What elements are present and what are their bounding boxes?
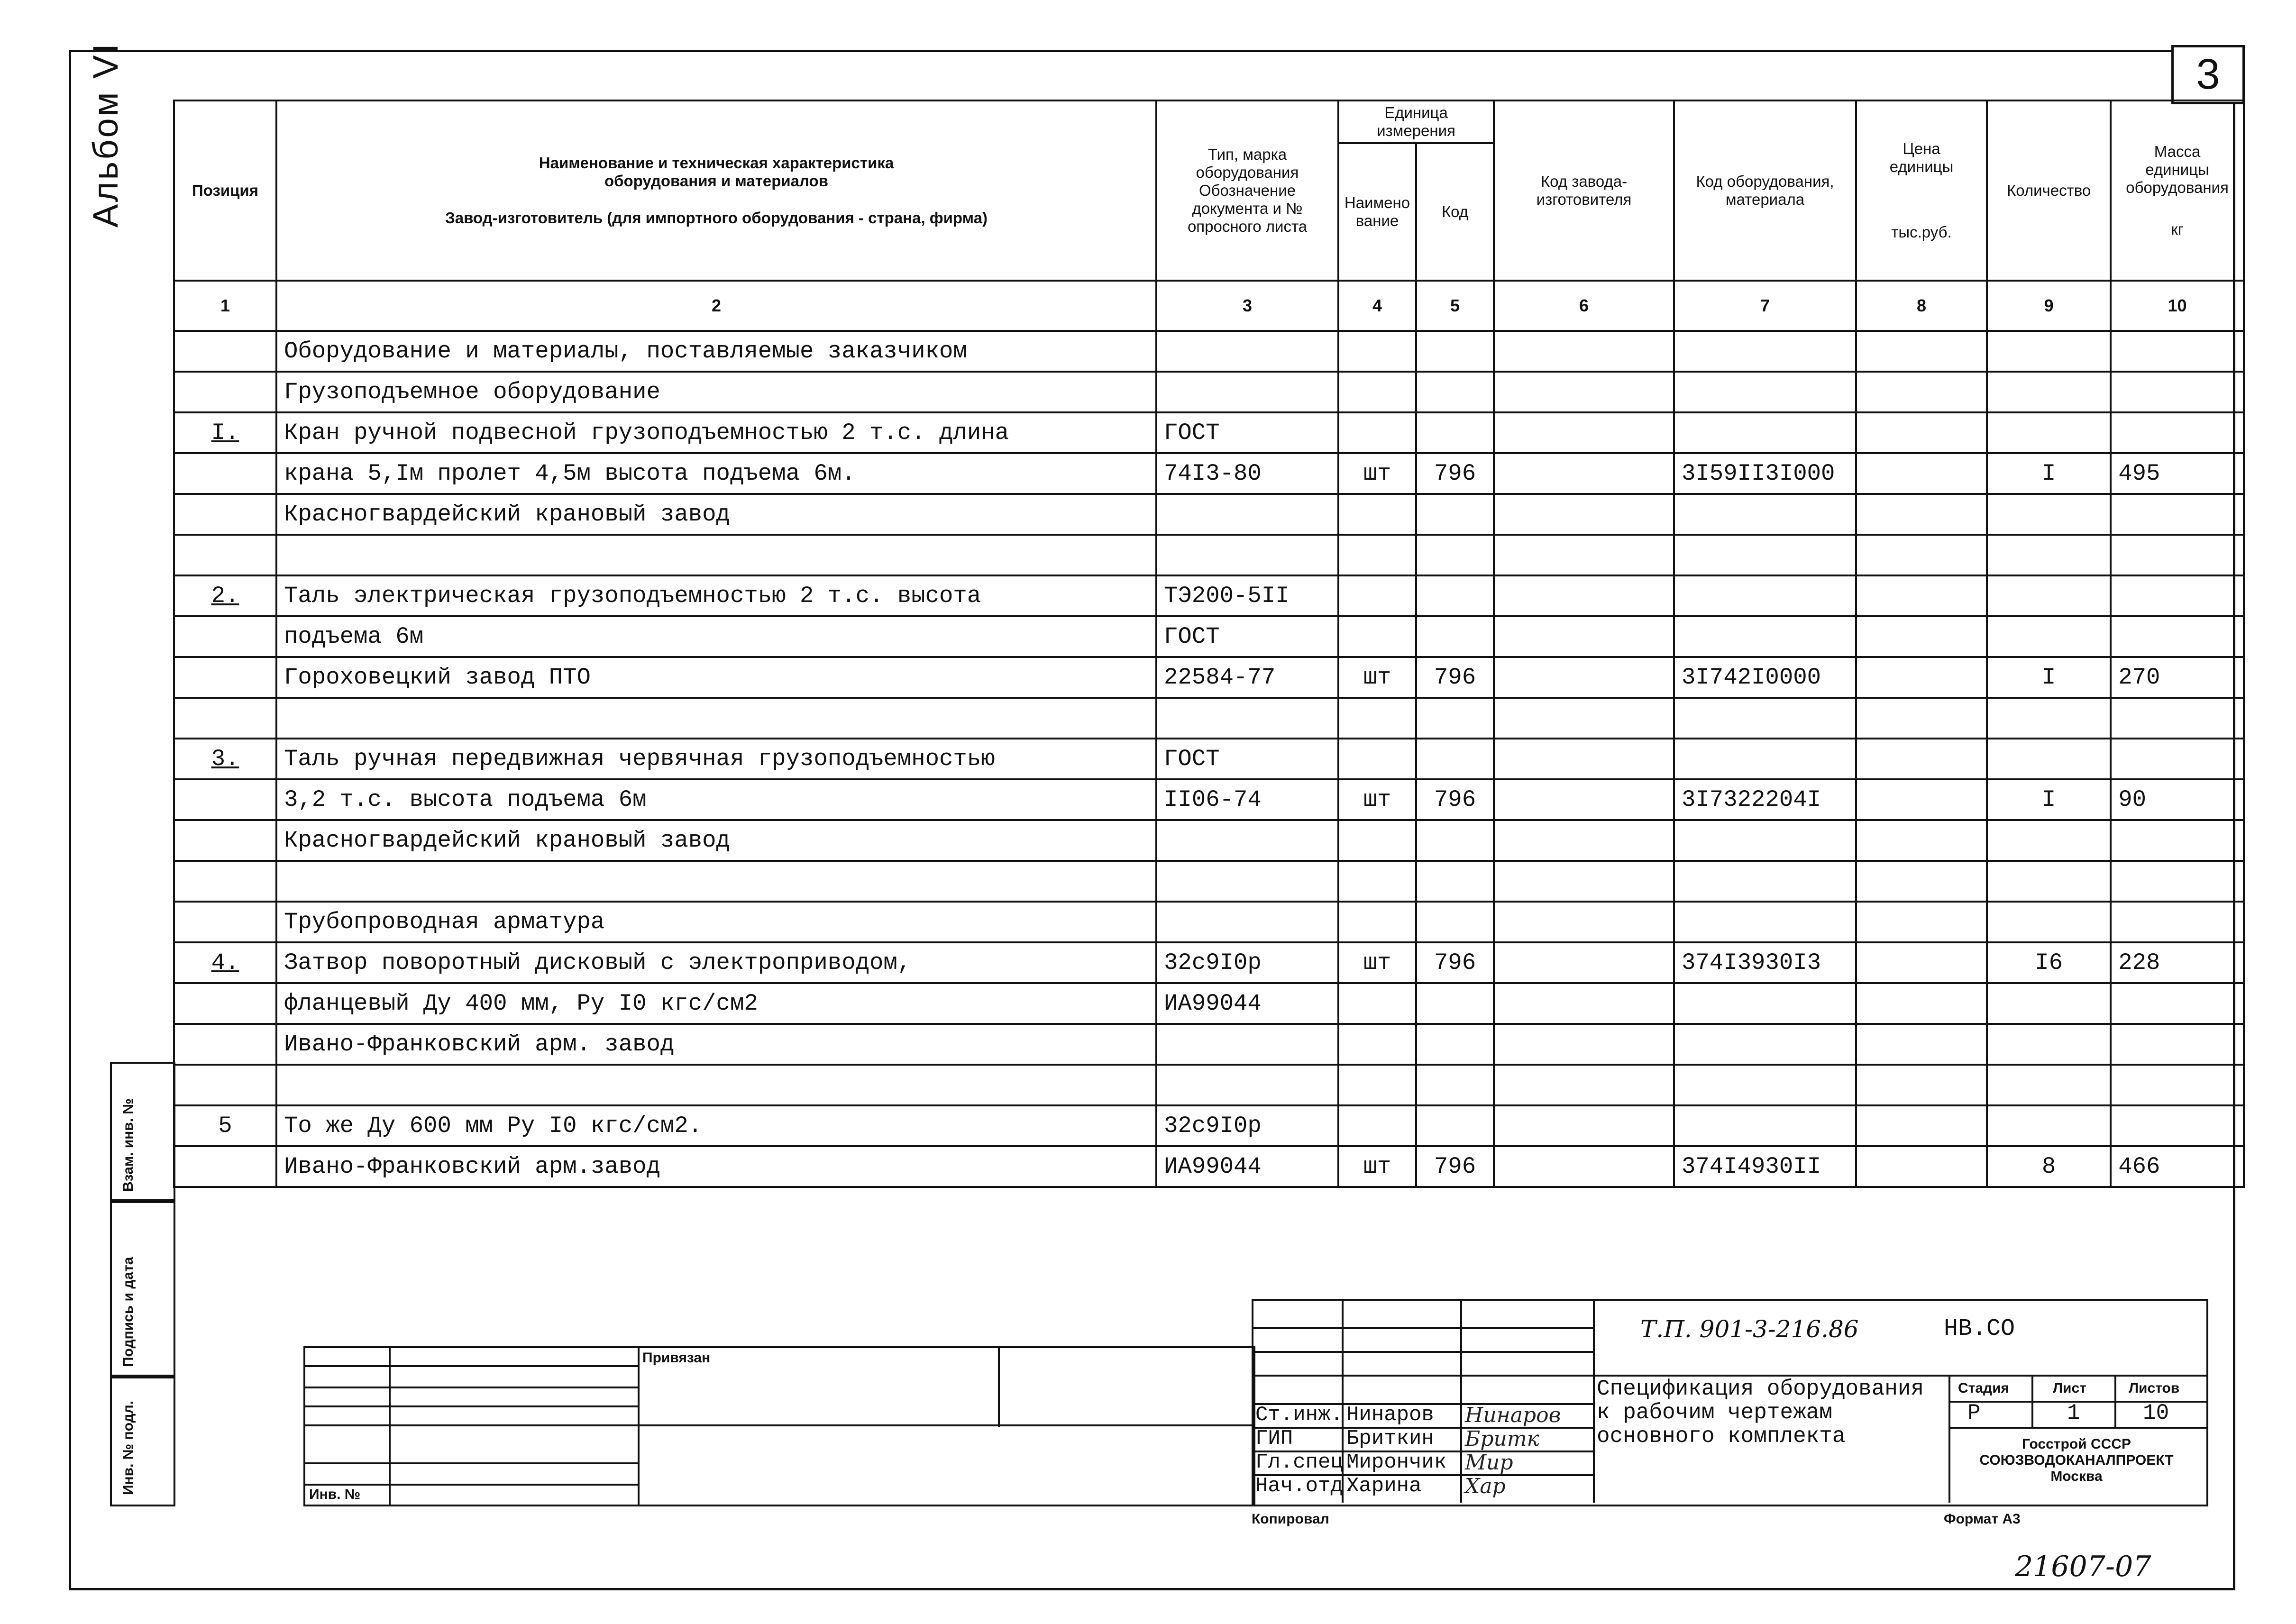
table-row bbox=[174, 820, 2244, 861]
cell-name: Таль электрическая грузоподъемностью 2 т.с. высота bbox=[276, 575, 1156, 616]
cell-qty bbox=[1987, 698, 2111, 739]
cell-mfr bbox=[1494, 779, 1674, 820]
cell-qty bbox=[1987, 616, 2111, 657]
cell-code bbox=[1416, 861, 1494, 902]
cell-name: Красногвардейский крановый завод bbox=[276, 820, 1156, 861]
cell-pos bbox=[174, 372, 276, 412]
cell-equip bbox=[1674, 820, 1856, 861]
cell-name: Оборудование и материалы, поставляемые заказчиком bbox=[276, 331, 1156, 372]
cell-pos bbox=[174, 861, 276, 902]
cell-equip bbox=[1674, 412, 1856, 453]
header-type: Тип, марка оборудования Обозначение документа и № опросного листа bbox=[1156, 100, 1338, 281]
cell-mass bbox=[2111, 331, 2244, 372]
stage-value: Р bbox=[1967, 1401, 1981, 1425]
cell-type bbox=[1156, 861, 1338, 902]
cell-code bbox=[1416, 1065, 1494, 1105]
header-unit-code: Код bbox=[1416, 143, 1494, 281]
cell-mfr bbox=[1494, 372, 1674, 412]
cell-equip: 374I4930II bbox=[1674, 1146, 1856, 1187]
cell-price bbox=[1856, 698, 1987, 739]
cell-name: 3,2 т.с. высота подъема 6м bbox=[276, 779, 1156, 820]
cell-price bbox=[1856, 1146, 1987, 1187]
cell-name: крана 5,Iм пролет 4,5м высота подъема 6м. bbox=[276, 453, 1156, 494]
table-row bbox=[174, 494, 2244, 535]
person-role-3: Гл.спец. bbox=[1255, 1451, 1356, 1474]
cell-type: 22584-77 bbox=[1156, 657, 1338, 698]
cell-qty bbox=[1987, 372, 2111, 412]
table-row bbox=[174, 739, 2244, 779]
privyazan-label: Привязан bbox=[642, 1350, 711, 1366]
header-name: Наименование и техническая характеристика оборудования и материалов Завод-изготовитель (для импортного оборудования - страна, фирма) bbox=[276, 100, 1156, 281]
cell-equip bbox=[1674, 1065, 1856, 1105]
cell-name: Гороховецкий завод ПТО bbox=[276, 657, 1156, 698]
cell-code bbox=[1416, 575, 1494, 616]
cell-qty: I6 bbox=[1987, 942, 2111, 983]
cell-unit bbox=[1338, 1065, 1416, 1105]
cell-type: 32с9I0р bbox=[1156, 942, 1338, 983]
sheet-value: 1 bbox=[2067, 1401, 2080, 1425]
cell-type bbox=[1156, 535, 1338, 575]
section-code: НВ.СО bbox=[1944, 1315, 2015, 1342]
cell-pos bbox=[174, 902, 276, 942]
cell-name: подъема 6м bbox=[276, 616, 1156, 657]
table-row bbox=[174, 657, 2244, 698]
cell-code: 796 bbox=[1416, 453, 1494, 494]
cell-pos: 3. bbox=[174, 739, 276, 779]
cell-qty: I bbox=[1987, 779, 2111, 820]
cell-qty: 8 bbox=[1987, 1146, 2111, 1187]
cell-code bbox=[1416, 902, 1494, 942]
table-row bbox=[174, 861, 2244, 902]
cell-price bbox=[1856, 535, 1987, 575]
format-label: Формат А3 bbox=[1944, 1511, 2021, 1527]
cell-pos bbox=[174, 616, 276, 657]
cell-price bbox=[1856, 657, 1987, 698]
cell-type bbox=[1156, 494, 1338, 535]
cell-mass bbox=[2111, 494, 2244, 535]
cell-unit bbox=[1338, 983, 1416, 1024]
cell-type bbox=[1156, 1024, 1338, 1065]
cell-mfr bbox=[1494, 861, 1674, 902]
cell-equip bbox=[1674, 372, 1856, 412]
cell-type: 74I3-80 bbox=[1156, 453, 1338, 494]
cell-mass bbox=[2111, 616, 2244, 657]
cell-mfr bbox=[1494, 820, 1674, 861]
cell-mass bbox=[2111, 983, 2244, 1024]
cell-mass bbox=[2111, 535, 2244, 575]
cell-price bbox=[1856, 331, 1987, 372]
doc-title: Спецификация оборудования к рабочим чертежам основного комплекта bbox=[1597, 1377, 1924, 1449]
cell-mass: 466 bbox=[2111, 1146, 2244, 1187]
cell-code bbox=[1416, 1024, 1494, 1065]
cell-equip bbox=[1674, 494, 1856, 535]
cell-pos bbox=[174, 1024, 276, 1065]
cell-mass: 90 bbox=[2111, 779, 2244, 820]
sheets-label: Листов bbox=[2129, 1380, 2180, 1396]
cell-price bbox=[1856, 494, 1987, 535]
cell-equip: 3I742I0000 bbox=[1674, 657, 1856, 698]
person-role-1: Ст.инж. bbox=[1255, 1403, 1343, 1427]
cell-unit bbox=[1338, 331, 1416, 372]
cell-equip bbox=[1674, 902, 1856, 942]
page-number: 3 bbox=[2171, 45, 2245, 104]
cell-code bbox=[1416, 739, 1494, 779]
cell-code bbox=[1416, 698, 1494, 739]
signature-1: Нинаров bbox=[1465, 1403, 1561, 1427]
cell-code: 796 bbox=[1416, 942, 1494, 983]
cell-mfr bbox=[1494, 942, 1674, 983]
cell-unit bbox=[1338, 494, 1416, 535]
signature-3: Мир bbox=[1465, 1451, 1513, 1475]
cell-qty bbox=[1987, 902, 2111, 942]
cell-mfr bbox=[1494, 1024, 1674, 1065]
cell-pos bbox=[174, 698, 276, 739]
cell-code bbox=[1416, 372, 1494, 412]
side-stamp-inv: Инв. № подл. bbox=[110, 1375, 175, 1506]
cell-unit bbox=[1338, 1024, 1416, 1065]
header-price: Цена единицы тыс.руб. bbox=[1856, 100, 1987, 281]
cell-type bbox=[1156, 698, 1338, 739]
cell-mass bbox=[2111, 739, 2244, 779]
cell-code bbox=[1416, 983, 1494, 1024]
cell-unit bbox=[1338, 535, 1416, 575]
cell-price bbox=[1856, 861, 1987, 902]
cell-price bbox=[1856, 1065, 1987, 1105]
cell-type: ГОСТ bbox=[1156, 616, 1338, 657]
table-row bbox=[174, 698, 2244, 739]
cell-price bbox=[1856, 902, 1987, 942]
cell-mfr bbox=[1494, 1065, 1674, 1105]
cell-equip: 3I7322204I bbox=[1674, 779, 1856, 820]
cell-qty bbox=[1987, 820, 2111, 861]
cell-code: 796 bbox=[1416, 1146, 1494, 1187]
cell-type: ГОСТ bbox=[1156, 412, 1338, 453]
cell-price bbox=[1856, 1105, 1987, 1146]
cell-name: То же Ду 600 мм Ру I0 кгс/см2. bbox=[276, 1105, 1156, 1146]
cell-qty bbox=[1987, 575, 2111, 616]
header-unit-name: Наименование bbox=[1338, 143, 1416, 281]
table-row bbox=[174, 779, 2244, 820]
stage-label: Стадия bbox=[1958, 1380, 2010, 1396]
cell-type bbox=[1156, 902, 1338, 942]
header-unit-group: Единица измерения bbox=[1338, 100, 1494, 143]
cell-price bbox=[1856, 779, 1987, 820]
cell-equip bbox=[1674, 1024, 1856, 1065]
cell-equip bbox=[1674, 535, 1856, 575]
cell-mass bbox=[2111, 412, 2244, 453]
cell-pos: 5 bbox=[174, 1105, 276, 1146]
cell-type: II06-74 bbox=[1156, 779, 1338, 820]
cell-equip bbox=[1674, 861, 1856, 902]
cell-equip bbox=[1674, 739, 1856, 779]
cell-mfr bbox=[1494, 331, 1674, 372]
header-quantity: Количество bbox=[1987, 100, 2111, 281]
cell-qty: I bbox=[1987, 657, 2111, 698]
table-row bbox=[174, 453, 2244, 494]
cell-price bbox=[1856, 453, 1987, 494]
header-position: Позиция bbox=[174, 100, 276, 281]
cell-mass: 228 bbox=[2111, 942, 2244, 983]
table-row bbox=[174, 575, 2244, 616]
cell-pos bbox=[174, 1146, 276, 1187]
cell-pos bbox=[174, 494, 276, 535]
cell-unit bbox=[1338, 412, 1416, 453]
cell-name: Трубопроводная арматура bbox=[276, 902, 1156, 942]
cell-mfr bbox=[1494, 535, 1674, 575]
cell-mfr bbox=[1494, 412, 1674, 453]
cell-equip: 3I59II3I000 bbox=[1674, 453, 1856, 494]
cell-price bbox=[1856, 739, 1987, 779]
cell-type bbox=[1156, 1065, 1338, 1105]
cell-equip bbox=[1674, 698, 1856, 739]
cell-code bbox=[1416, 494, 1494, 535]
cell-mfr bbox=[1494, 902, 1674, 942]
side-stamp-podpis: Подпись и дата bbox=[110, 1199, 175, 1378]
table-row bbox=[174, 331, 2244, 372]
cell-unit bbox=[1338, 616, 1416, 657]
cell-type: ГОСТ bbox=[1156, 739, 1338, 779]
archive-number: 21607-07 bbox=[2015, 1550, 2151, 1583]
signature-2: Бритк bbox=[1465, 1427, 1539, 1451]
cell-mass bbox=[2111, 1105, 2244, 1146]
cell-mfr bbox=[1494, 1105, 1674, 1146]
cell-qty bbox=[1987, 983, 2111, 1024]
person-name-4: Харина bbox=[1346, 1474, 1422, 1498]
cell-name: Таль ручная передвижная червячная грузоподъемностью bbox=[276, 739, 1156, 779]
cell-qty bbox=[1987, 412, 2111, 453]
cell-code bbox=[1416, 616, 1494, 657]
cell-price bbox=[1856, 372, 1987, 412]
cell-code bbox=[1416, 1105, 1494, 1146]
inv-no-label: Инв. № bbox=[309, 1487, 361, 1502]
cell-mass: 270 bbox=[2111, 657, 2244, 698]
cell-unit: шт bbox=[1338, 657, 1416, 698]
cell-name bbox=[276, 698, 1156, 739]
cell-mfr bbox=[1494, 1146, 1674, 1187]
cell-price bbox=[1856, 616, 1987, 657]
cell-qty bbox=[1987, 494, 2111, 535]
cell-name: Ивано-Франковский арм.завод bbox=[276, 1146, 1156, 1187]
column-numbers-row: 1 2 3 4 5 6 7 8 9 10 bbox=[174, 281, 2244, 331]
cell-pos bbox=[174, 331, 276, 372]
cell-qty bbox=[1987, 331, 2111, 372]
cell-price bbox=[1856, 942, 1987, 983]
cell-unit bbox=[1338, 372, 1416, 412]
cell-price bbox=[1856, 412, 1987, 453]
cell-pos bbox=[174, 453, 276, 494]
cell-price bbox=[1856, 820, 1987, 861]
cell-unit: шт bbox=[1338, 453, 1416, 494]
table-row bbox=[174, 1065, 2244, 1105]
table-row bbox=[174, 1024, 2244, 1065]
person-name-1: Нинаров bbox=[1346, 1403, 1434, 1427]
cell-qty bbox=[1987, 1105, 2111, 1146]
cell-mfr bbox=[1494, 657, 1674, 698]
kopiroval-label: Копировал bbox=[1252, 1511, 1329, 1527]
cell-mass bbox=[2111, 698, 2244, 739]
cell-pos bbox=[174, 657, 276, 698]
cell-type: 32с9I0р bbox=[1156, 1105, 1338, 1146]
cell-unit bbox=[1338, 698, 1416, 739]
spec-table bbox=[173, 100, 2245, 1188]
cell-unit: шт bbox=[1338, 1146, 1416, 1187]
cell-code bbox=[1416, 820, 1494, 861]
cell-equip bbox=[1674, 616, 1856, 657]
cell-equip bbox=[1674, 575, 1856, 616]
cell-unit bbox=[1338, 1105, 1416, 1146]
cell-mass bbox=[2111, 1065, 2244, 1105]
cell-mfr bbox=[1494, 494, 1674, 535]
cell-price bbox=[1856, 1024, 1987, 1065]
cell-name: Кран ручной подвесной грузоподъемностью 2 т.с. длина bbox=[276, 412, 1156, 453]
cell-unit bbox=[1338, 902, 1416, 942]
cell-mass bbox=[2111, 372, 2244, 412]
cell-mfr bbox=[1494, 575, 1674, 616]
cell-mass bbox=[2111, 820, 2244, 861]
cell-name bbox=[276, 861, 1156, 902]
table-row bbox=[174, 942, 2244, 983]
cell-type: ИА99044 bbox=[1156, 983, 1338, 1024]
cell-unit bbox=[1338, 861, 1416, 902]
cell-mfr bbox=[1494, 453, 1674, 494]
cell-pos: 2. bbox=[174, 575, 276, 616]
cell-equip: 374I3930I3 bbox=[1674, 942, 1856, 983]
cell-name bbox=[276, 535, 1156, 575]
person-role-2: ГИП bbox=[1255, 1427, 1293, 1451]
cell-code bbox=[1416, 535, 1494, 575]
table-row bbox=[174, 902, 2244, 942]
cell-type bbox=[1156, 372, 1338, 412]
cell-mfr bbox=[1494, 983, 1674, 1024]
cell-mass bbox=[2111, 902, 2244, 942]
cell-qty bbox=[1987, 1065, 2111, 1105]
cell-unit: шт bbox=[1338, 942, 1416, 983]
organization: Госстрой СССР СОЮЗВОДОКАНАЛПРОЕКТ Москва bbox=[1979, 1436, 2174, 1484]
cell-unit bbox=[1338, 820, 1416, 861]
cell-pos bbox=[174, 1065, 276, 1105]
cell-qty bbox=[1987, 739, 2111, 779]
header-mass: Масса единицы оборудования кг bbox=[2111, 100, 2244, 281]
cell-mass bbox=[2111, 1024, 2244, 1065]
cell-pos bbox=[174, 983, 276, 1024]
person-name-3: Мирончик bbox=[1346, 1451, 1447, 1474]
cell-type bbox=[1156, 820, 1338, 861]
cell-price bbox=[1856, 983, 1987, 1024]
table-row bbox=[174, 535, 2244, 575]
cell-qty bbox=[1987, 535, 2111, 575]
side-stamp-vzam: Взам. инв. № bbox=[110, 1062, 175, 1203]
cell-pos bbox=[174, 779, 276, 820]
cell-unit bbox=[1338, 739, 1416, 779]
cell-name: Ивано-Франковский арм. завод bbox=[276, 1024, 1156, 1065]
cell-name bbox=[276, 1065, 1156, 1105]
cell-pos bbox=[174, 535, 276, 575]
cell-mass bbox=[2111, 861, 2244, 902]
cell-type: ИА99044 bbox=[1156, 1146, 1338, 1187]
cell-qty bbox=[1987, 861, 2111, 902]
cell-pos: I. bbox=[174, 412, 276, 453]
cell-pos bbox=[174, 820, 276, 861]
cell-type: ТЭ200-5II bbox=[1156, 575, 1338, 616]
cell-qty bbox=[1987, 1024, 2111, 1065]
cell-equip bbox=[1674, 983, 1856, 1024]
cell-name: фланцевый Ду 400 мм, Ру I0 кгс/см2 bbox=[276, 983, 1156, 1024]
doc-code: Т.П. 901-3-216.86 bbox=[1640, 1315, 1859, 1343]
cell-mass: 495 bbox=[2111, 453, 2244, 494]
table-row bbox=[174, 983, 2244, 1024]
cell-name: Затвор поворотный дисковый с электроприводом, bbox=[276, 942, 1156, 983]
cell-unit: шт bbox=[1338, 779, 1416, 820]
signature-4: Хар bbox=[1465, 1474, 1506, 1498]
cell-pos: 4. bbox=[174, 942, 276, 983]
table-row bbox=[174, 1146, 2244, 1187]
table-row bbox=[174, 372, 2244, 412]
cell-code bbox=[1416, 331, 1494, 372]
cell-mfr bbox=[1494, 698, 1674, 739]
cell-price bbox=[1856, 575, 1987, 616]
cell-mass bbox=[2111, 575, 2244, 616]
header-mfr-code: Код завода-изготовителя bbox=[1494, 100, 1674, 281]
cell-equip bbox=[1674, 1105, 1856, 1146]
sheet-label: Лист bbox=[2053, 1380, 2086, 1396]
album-label: Альбом VI bbox=[86, 42, 125, 228]
cell-type bbox=[1156, 331, 1338, 372]
cell-mfr bbox=[1494, 739, 1674, 779]
cell-code bbox=[1416, 412, 1494, 453]
table-row bbox=[174, 1105, 2244, 1146]
table-row bbox=[174, 412, 2244, 453]
person-role-4: Нач.отд. bbox=[1255, 1474, 1356, 1498]
cell-unit bbox=[1338, 575, 1416, 616]
header-equip-code: Код оборудования, материала bbox=[1674, 100, 1856, 281]
cell-name: Красногвардейский крановый завод bbox=[276, 494, 1156, 535]
person-name-2: Бриткин bbox=[1346, 1427, 1434, 1451]
table-row bbox=[174, 616, 2244, 657]
cell-mfr bbox=[1494, 616, 1674, 657]
cell-code: 796 bbox=[1416, 657, 1494, 698]
cell-name: Грузоподъемное оборудование bbox=[276, 372, 1156, 412]
sheets-value: 10 bbox=[2143, 1401, 2169, 1425]
cell-qty: I bbox=[1987, 453, 2111, 494]
cell-equip bbox=[1674, 331, 1856, 372]
cell-code: 796 bbox=[1416, 779, 1494, 820]
tie-block bbox=[303, 1346, 1255, 1506]
